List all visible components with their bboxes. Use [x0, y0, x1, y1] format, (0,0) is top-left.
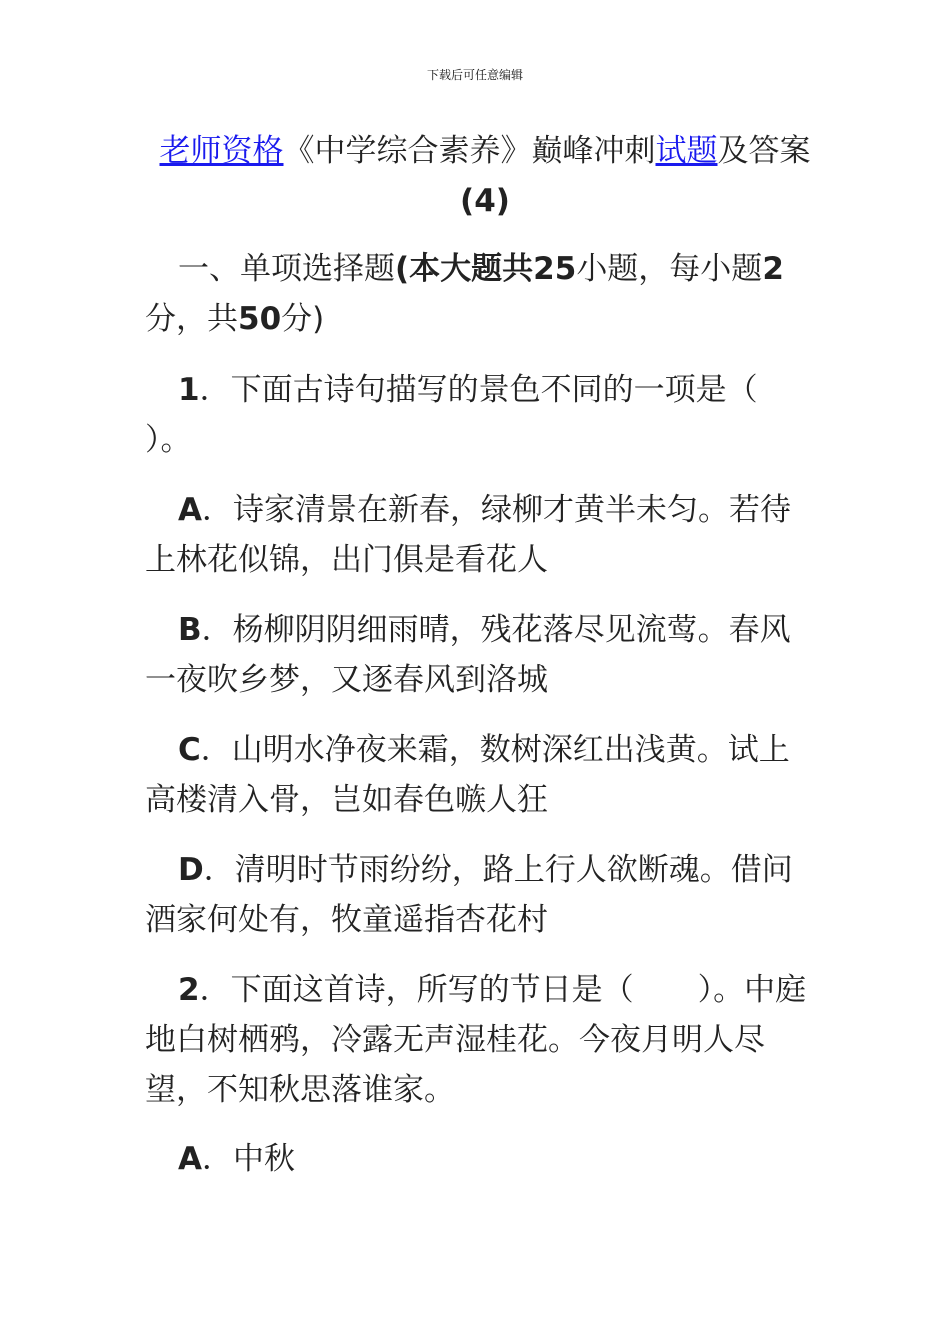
question-1-stem: 1．下面古诗句描写的景色不同的一项是（ ）。	[145, 372, 820, 458]
section-heading: 一、单项选择题(本大题共25小题，每小题2分，共50分)	[145, 251, 784, 337]
title-link-questions[interactable]: 试题	[655, 133, 718, 169]
question-2-option-a: A．中秋	[178, 1141, 295, 1177]
header-note: 下载后可任意编辑	[426, 68, 523, 82]
question-1-option-c: C．山明水净夜来霜，数树深红出浅黄。试上高楼清入骨，岂如春色嗾人狂	[145, 732, 790, 818]
title-text-tail: 及答案	[717, 133, 811, 169]
title-link-teacher-qualification[interactable]: 老师资格	[159, 133, 284, 169]
question-1-option-d: D．清明时节雨纷纷，路上行人欲断魂。借问酒家何处有，牧童遥指杏花村	[145, 852, 793, 938]
question-2-stem: 2．下面这首诗，所写的节日是（ ）。中庭地白树栖鸦，冷露无声湿桂花。今夜月明人尽望，不知秋思落谁家。	[145, 972, 807, 1108]
title-number: (4)	[460, 183, 510, 219]
document-title	[145, 126, 825, 226]
title-text-middle: 《中学综合素养》巅峰冲刺	[283, 133, 656, 169]
question-1-option-b: B．杨柳阴阴细雨晴，残花落尽见流莺。春风一夜吹乡梦，又逐春风到洛城	[145, 612, 791, 698]
question-1-option-a: A．诗家清景在新春，绿柳才黄半未匀。若待上林花似锦，出门俱是看花人	[145, 492, 791, 578]
